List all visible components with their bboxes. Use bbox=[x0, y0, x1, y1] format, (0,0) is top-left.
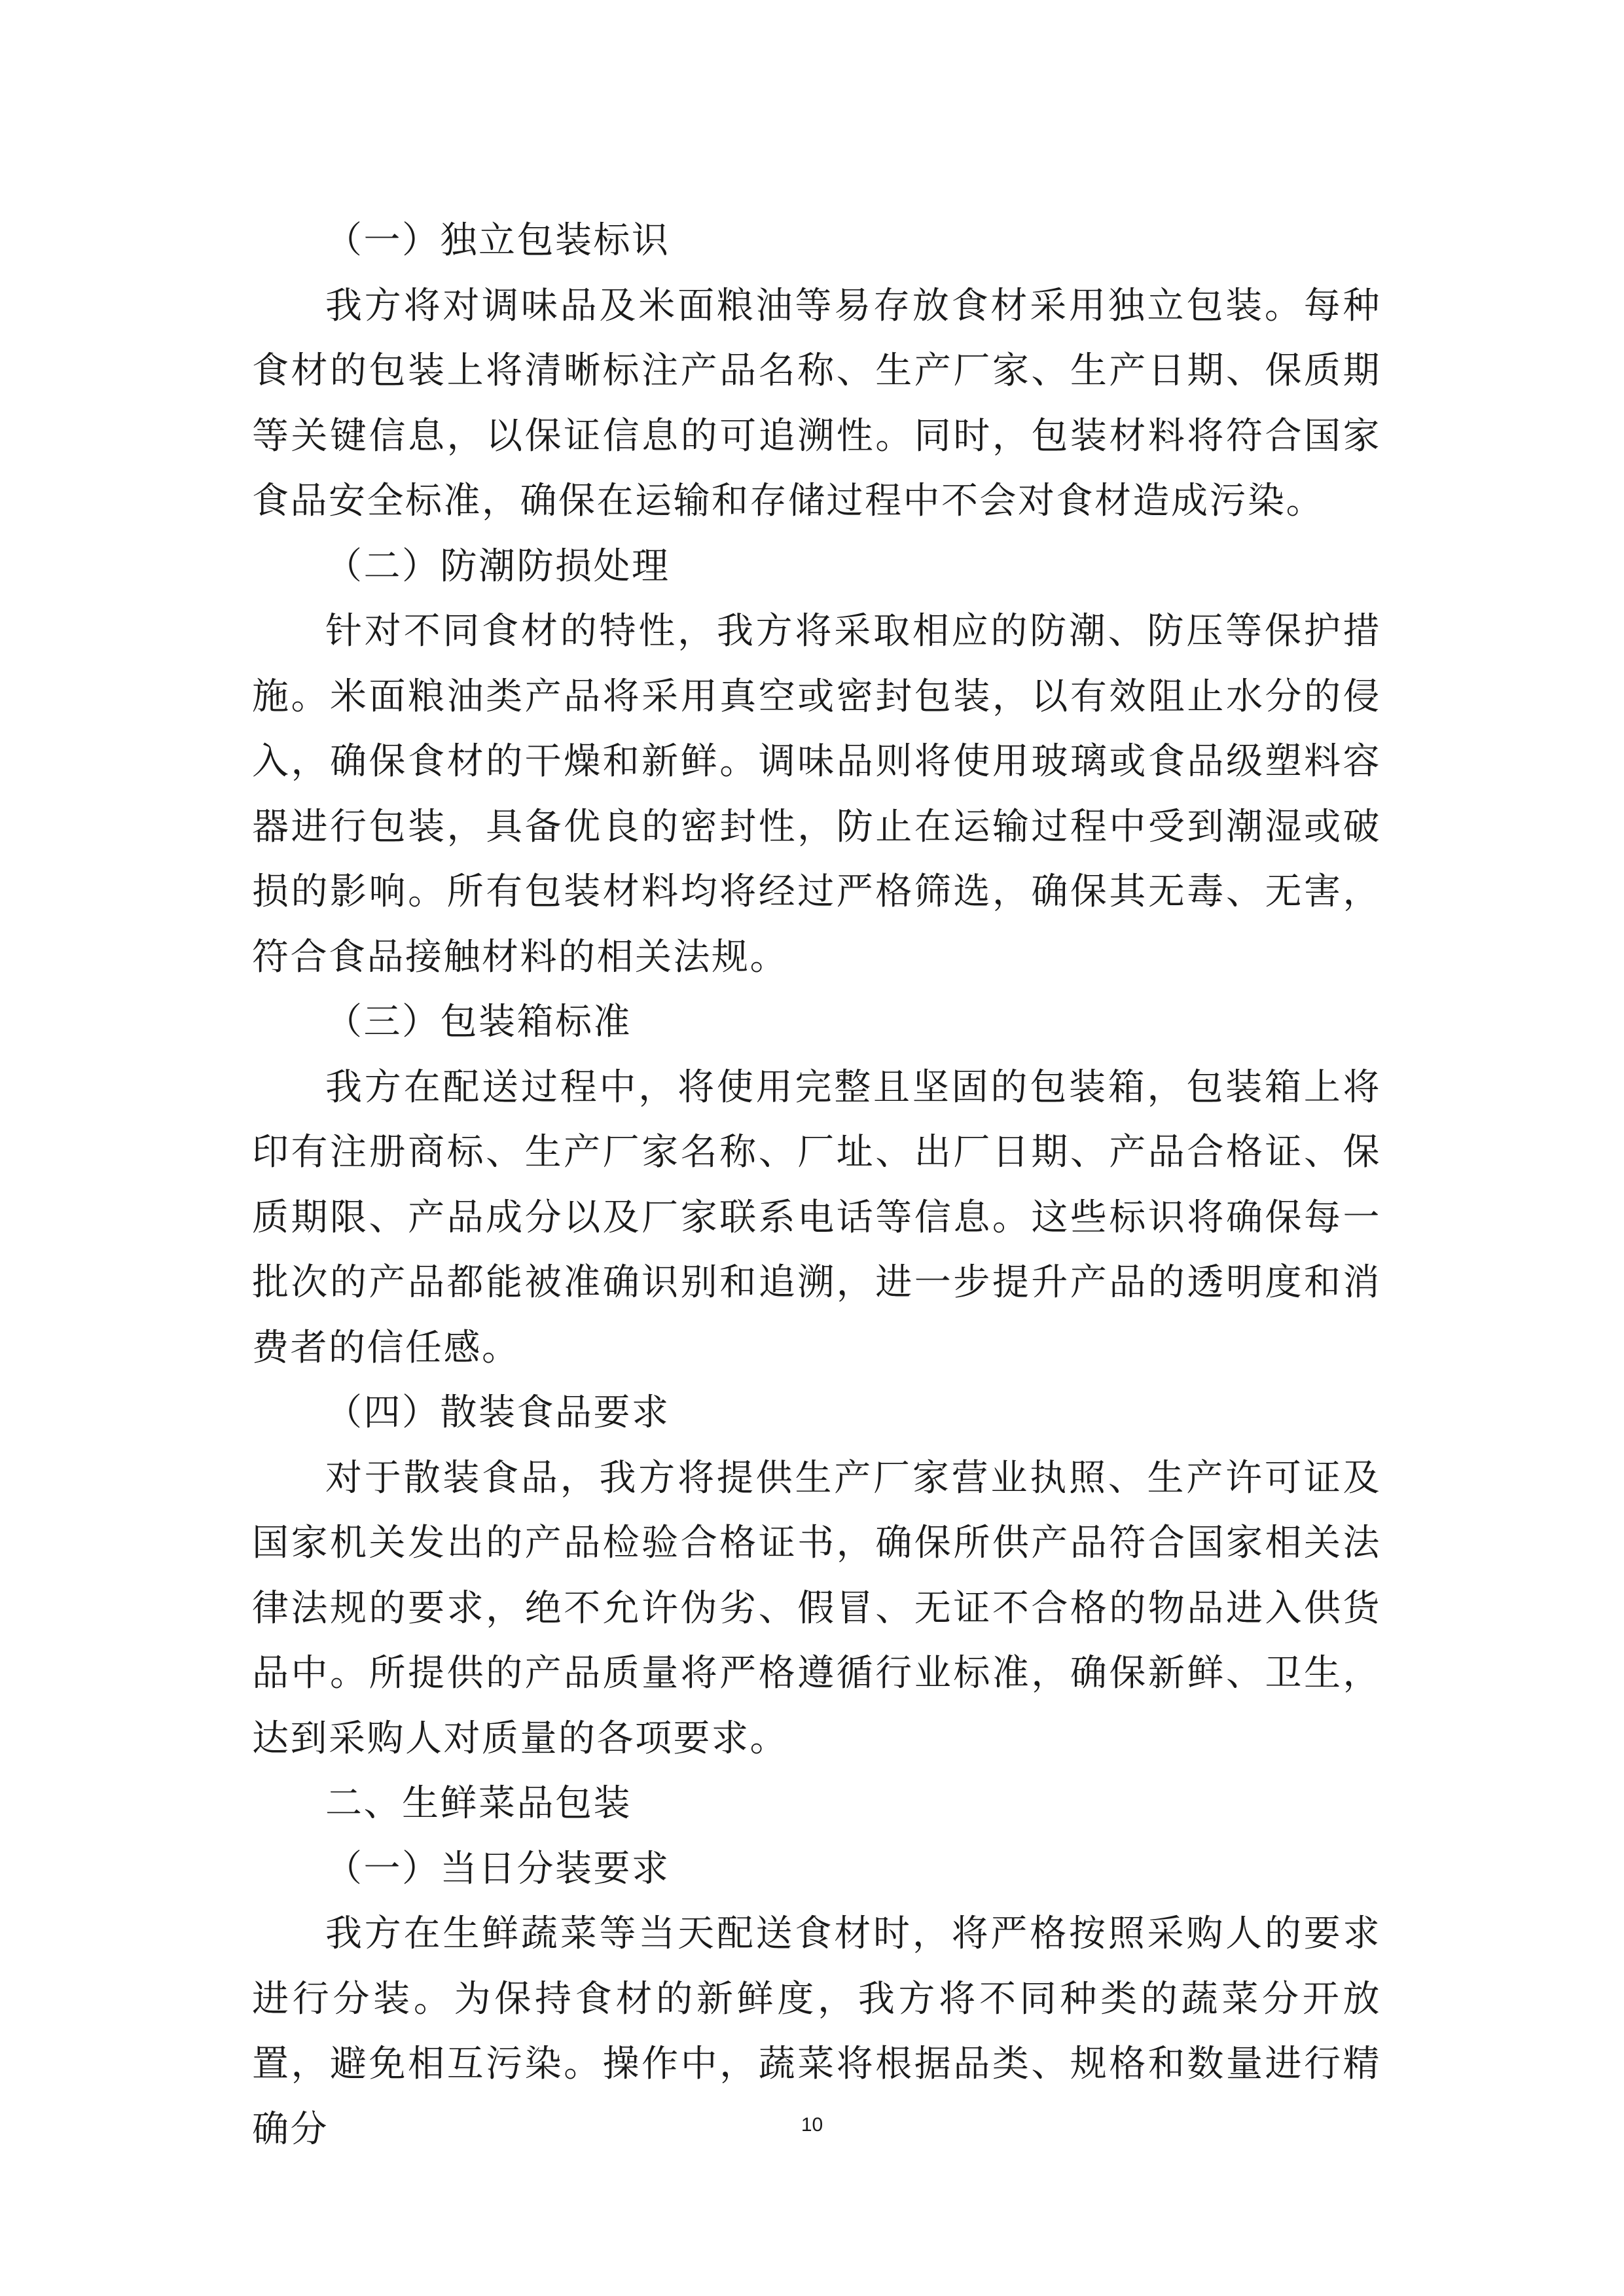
paragraph-packaging-label: 我方将对调味品及米面粮油等易存放食材采用独立包装。每种食材的包装上将清晰标注产品名称、生产厂家、生产日期、保质期等关键信息，以保证信息的可追溯性。同时，包装材料将符合国家食品安全标准，确保在运输和存储过程中不会对食材造成污染。 bbox=[252, 284, 1381, 522]
page-number: 10 bbox=[801, 2114, 823, 2136]
section-heading-packaging-label: （一）独立包装标识 bbox=[325, 219, 670, 262]
chapter-heading-fresh-produce: 二、生鲜菜品包装 bbox=[325, 1782, 632, 1825]
paragraph-bulk-food: 对于散装食品，我方将提供生产厂家营业执照、生产许可证及国家机关发出的产品检验合格证书，确保所供产品符合国家相关法律法规的要求，绝不允许伪劣、假冒、无证不合格的物品进入供货品中。所提供的产品质量将严格遵循行业标准，确保新鲜、卫生，达到采购人对质量的各项要求。 bbox=[252, 1456, 1381, 1760]
paragraph-box-standard: 我方在配送过程中，将使用完整且坚固的包装箱，包装箱上将印有注册商标、生产厂家名称、厂址、出厂日期、产品合格证、保质期限、产品成分以及厂家联系电话等信息。这些标识将确保每一批次的产品都能被准确识别和追溯，进一步提升产品的透明度和消费者的信任感。 bbox=[252, 1066, 1381, 1369]
document-body bbox=[252, 208, 1381, 2162]
section-heading-bulk-food: （四）散装食品要求 bbox=[325, 1391, 670, 1434]
paragraph-moisture-protection: 针对不同食材的特性，我方将采取相应的防潮、防压等保护措施。米面粮油类产品将采用真空或密封包装，以有效阻止水分的侵入，确保食材的干燥和新鲜。调味品则将使用玻璃或食品级塑料容器进行包装，具备优良的密封性，防止在运输过程中受到潮湿或破损的影响。所有包装材料均将经过严格筛选，确保其无毒、无害，符合食品接触材料的相关法规。 bbox=[252, 610, 1381, 978]
section-heading-moisture-protection: （二）防潮防损处理 bbox=[325, 545, 670, 588]
paragraph-daily-packing: 我方在生鲜蔬菜等当天配送食材时，将严格按照采购人的要求进行分装。为保持食材的新鲜度，我方将不同种类的蔬菜分开放置，避免相互污染。操作中，蔬菜将根据品类、规格和数量进行精确分 bbox=[252, 1912, 1381, 2151]
section-heading-box-standard: （三）包装箱标准 bbox=[325, 1001, 632, 1043]
section-heading-daily-packing: （一）当日分装要求 bbox=[325, 1847, 670, 1890]
